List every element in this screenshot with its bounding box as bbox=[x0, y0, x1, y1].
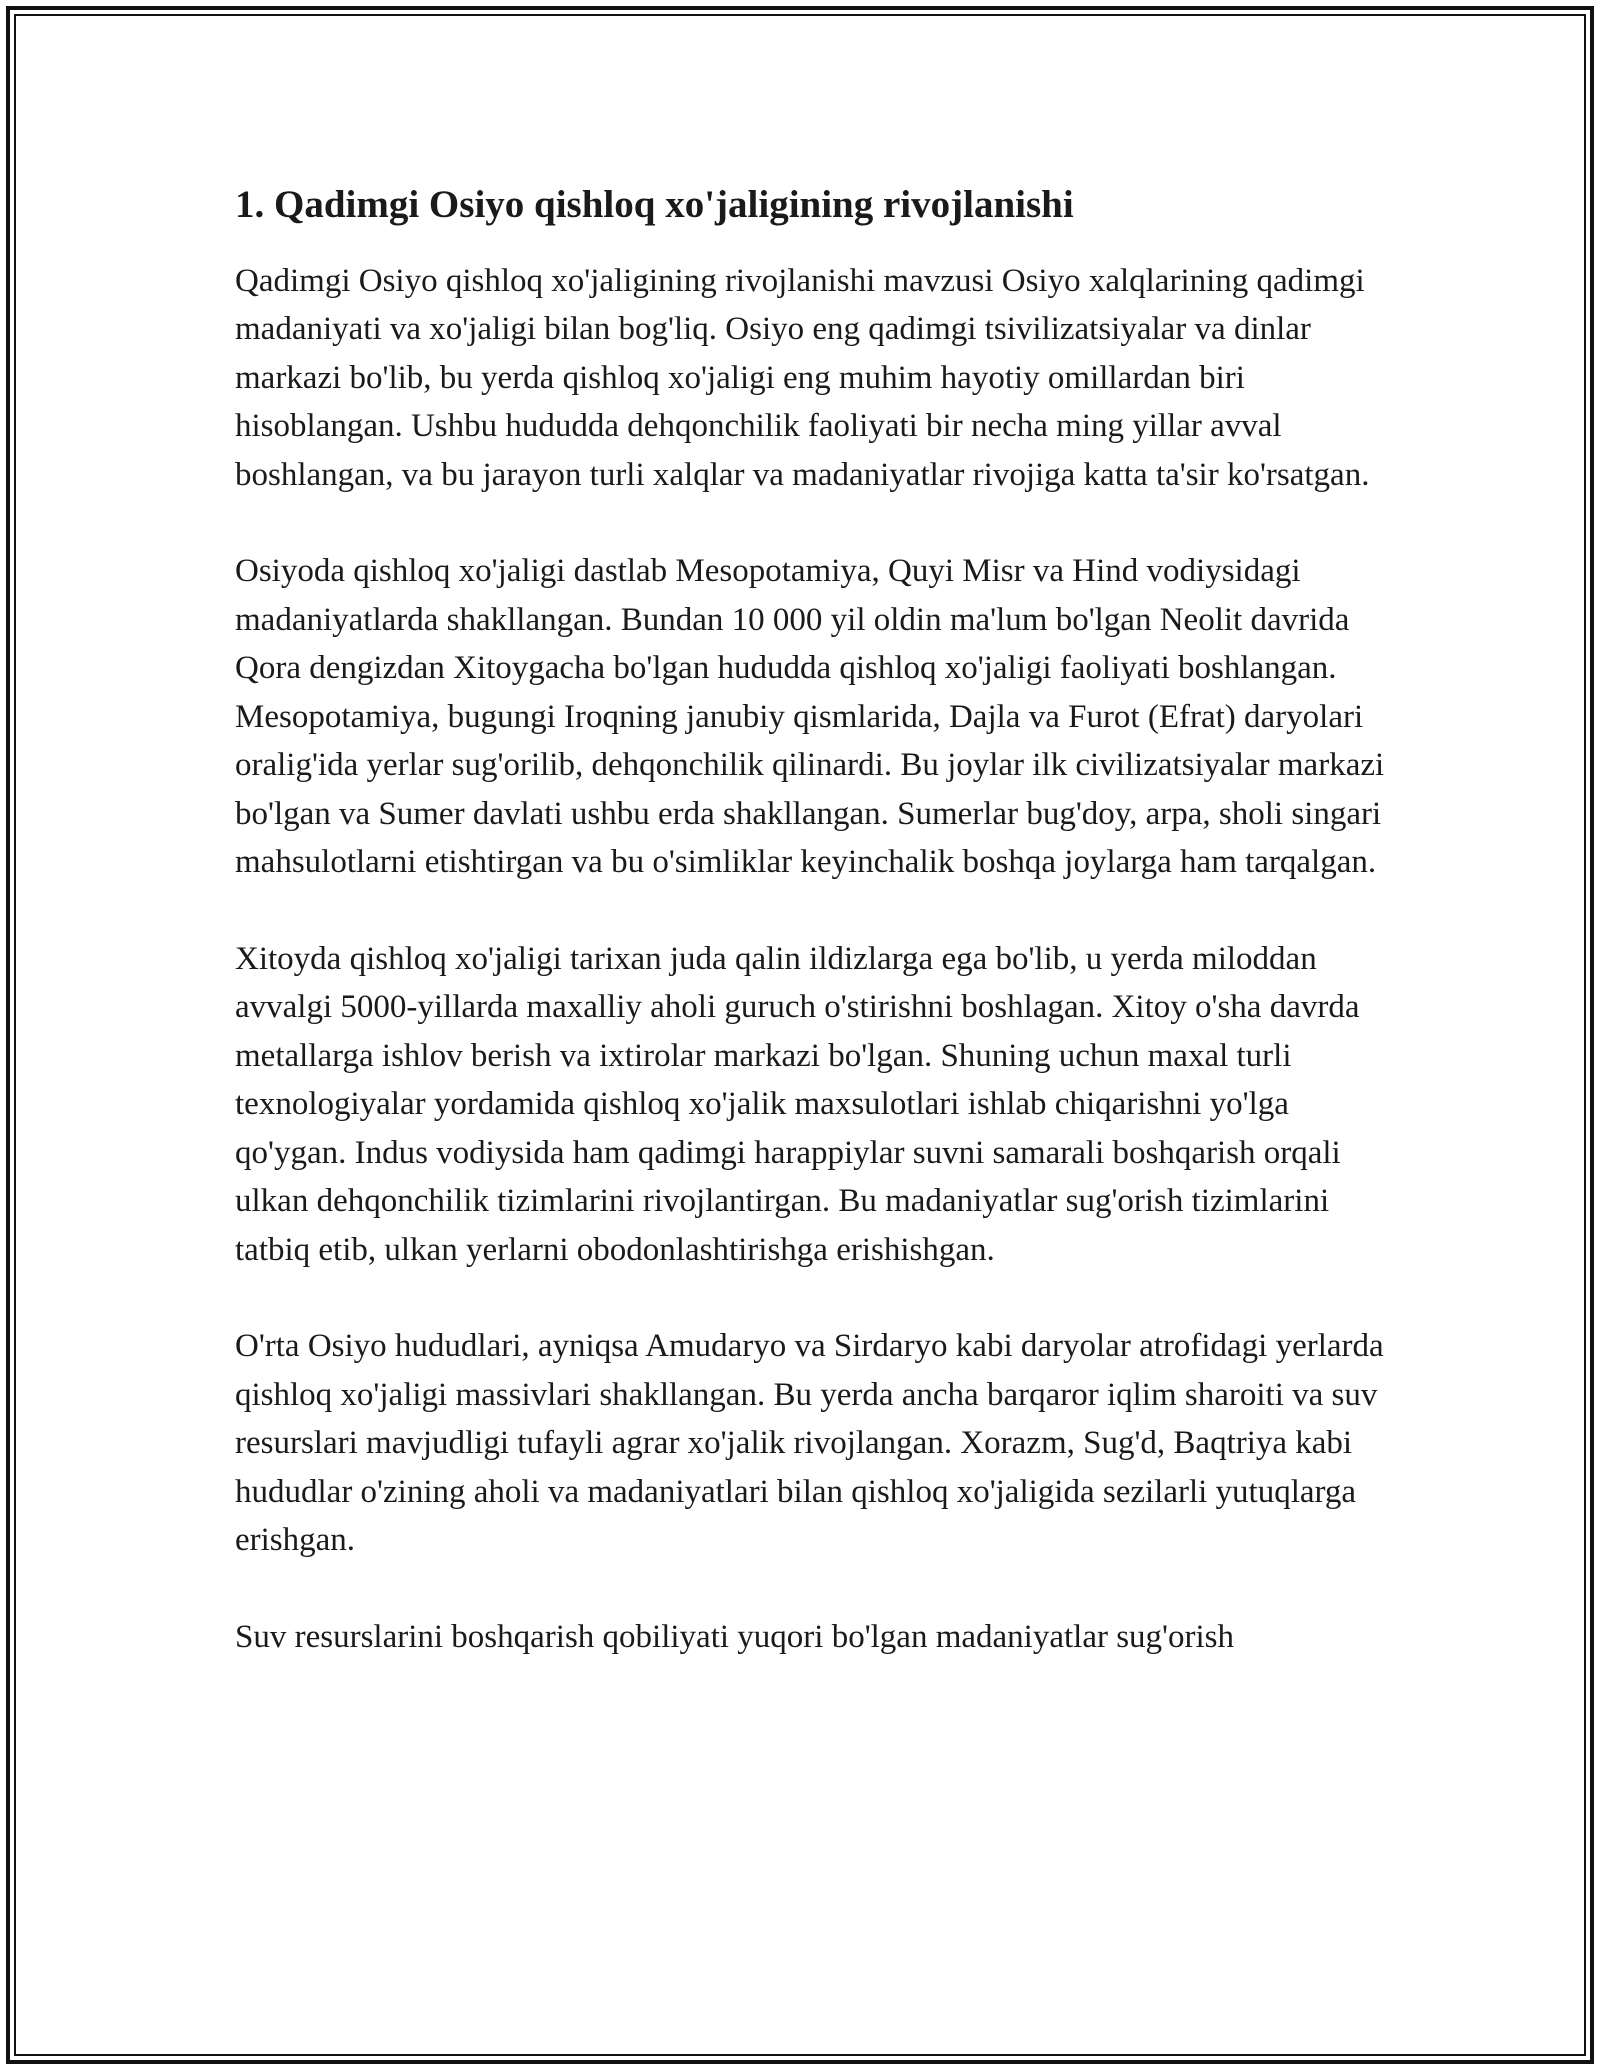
document-page bbox=[235, 180, 1395, 1709]
paragraph-4: O'rta Osiyo hududlari, ayniqsa Amudaryo va Sirdaryo kabi daryolar atrofidagi yerlarda qishloq xo'jaligi massivlari shakllangan. Bu yerda ancha barqaror iqlim sharoiti va suv resurslari mavjudligi tufayli agrar xo'jalik rivojlangan. Xorazm, Sug'd, Baqtriya kabi hududlar o'zining aholi va madaniyatlari bilan qishloq xo'jaligida sezilarli yutuqlarga erishgan. bbox=[235, 1328, 1384, 1559]
paragraph-5: Suv resurslarini boshqarish qobiliyati yuqori bo'lgan madaniyatlar sug'orish bbox=[235, 1618, 1234, 1655]
section-heading: 1. Qadimgi Osiyo qishloq xo'jaligining rivojlanishi bbox=[235, 183, 1074, 226]
paragraph-3: Xitoyda qishloq xo'jaligi tarixan juda qalin ildizlarga ega bo'lib, u yerda miloddan avvalgi 5000-yillarda maxalliy aholi guruch o'stirishni boshlagan. Xitoy o'sha davrda metallarga ishlov berish va ixtirolar markazi bo'lgan. Shuning uchun maxal turli texnologiyalar yordamida qishloq xo'jalik maxsulotlari ishlab chiqarishni yo'lga qo'ygan. Indus vodiysida ham qadimgi harappiylar suvni samarali boshqarish orqali ulkan dehqonchilik tizimlarini rivojlantirgan. Bu madaniyatlar sug'orish tizimlarini tatbiq etib, ulkan yerlarni obodonlashtirishga erishishgan. bbox=[235, 940, 1360, 1268]
paragraph-1: Qadimgi Osiyo qishloq xo'jaligining rivojlanishi mavzusi Osiyo xalqlarining qadimgi madaniyati va xo'jaligi bilan bog'liq. Osiyo eng qadimgi tsivilizatsiyalar va dinlar markazi bo'lib, bu yerda qishloq xo'jaligi eng muhim hayotiy omillardan biri hisoblangan. Ushbu hududda dehqonchilik faoliyati bir necha ming yillar avval boshlangan, va bu jarayon turli xalqlar va madaniyatlar rivojiga katta ta'sir ko'rsatgan. bbox=[235, 262, 1370, 493]
paragraph-2: Osiyoda qishloq xo'jaligi dastlab Mesopotamiya, Quyi Misr va Hind vodiysidagi madaniyatlarda shakllangan. Bundan 10 000 yil oldin ma'lum bo'lgan Neolit davrida Qora dengizdan Xitoygacha bo'lgan hududda qishloq xo'jaligi faoliyati boshlangan. Mesopotamiya, bugungi Iroqning janubiy qismlarida, Dajla va Furot (Efrat) daryolari oralig'ida yerlar sug'orilib, dehqonchilik qilinardi. Bu joylar ilk civilizatsiyalar markazi bo'lgan va Sumer davlati ushbu erda shakllangan. Sumerlar bug'doy, arpa, sholi singari mahsulotlarni etishtirgan va bu o'simliklar keyinchalik boshqa joylarga ham tarqalgan. bbox=[235, 553, 1385, 881]
